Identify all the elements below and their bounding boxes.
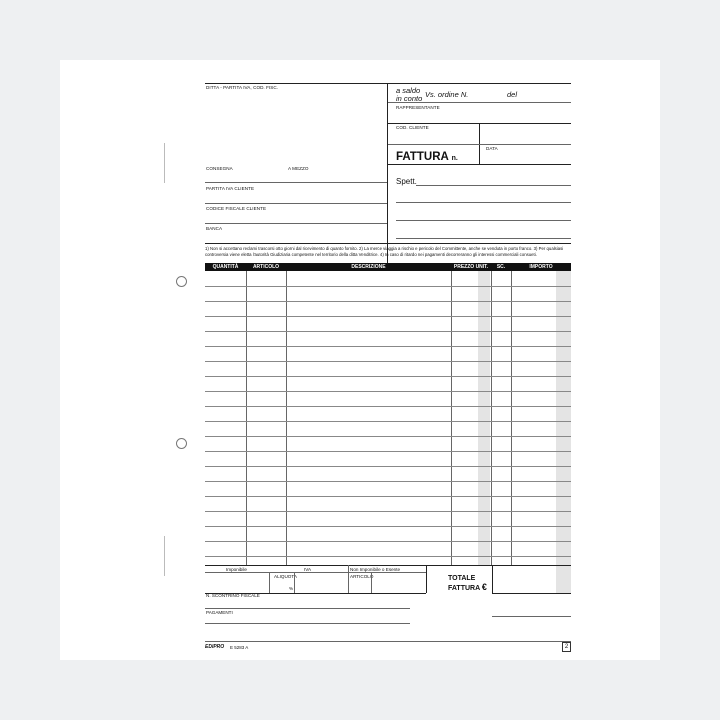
- banca-label: BANCA: [206, 226, 223, 231]
- del-label: del: [507, 90, 518, 99]
- totale-fattura-label: TOTALE FATTURA €: [448, 575, 487, 592]
- non-imponibile-label: Non Imponibile o Esente: [350, 567, 401, 572]
- scontrino-label: N. SCONTRINO FISCALE: [206, 593, 260, 598]
- articolo-footer-label: ARTICOLO: [350, 574, 374, 579]
- ditta-label: DITTA - PARTITA IVA, COD. FISC.: [206, 85, 279, 90]
- partita-iva-cliente-label: PARTITA IVA CLIENTE: [206, 186, 255, 191]
- percent-label: %: [289, 586, 294, 591]
- euro-symbol: €: [481, 582, 487, 592]
- data-label: DATA: [486, 146, 498, 151]
- binder-hole-top: [176, 276, 187, 287]
- binder-hole-bottom: [176, 438, 187, 449]
- column-header-importo: IMPORTO: [529, 264, 553, 270]
- table-header: [205, 263, 571, 271]
- column-header-prezzo-unit: PREZZO UNIT.: [453, 264, 489, 270]
- form-code: E 5283 A: [230, 645, 249, 650]
- perforation-mark-bottom: [164, 536, 165, 576]
- cod-cliente-label: COD. CLIENTE: [396, 125, 429, 130]
- terms-text: 1) Non si accettano reclami trascorsi otto giorni dal ricevimento di quanto fornito. 2) La merce viaggia a rischio e pericolo del Committente, anche se venduta in porto franco. 3) Per qualsiasi controversia viene eletta l'autorità Giudiziaria competente nel territorio della ditta Venditrice. 4) In caso di ritardo nei pagamenti decorreranno gli interessi commerciali consueti.: [205, 246, 564, 258]
- page-number: 2: [562, 642, 571, 652]
- rappresentante-label: RAPPRESENTANTE: [396, 105, 440, 110]
- brand-logo: EDIPRO: [205, 644, 225, 650]
- spett-label: Spett.: [396, 177, 417, 186]
- column-header-descrizione: DESCRIZIONE: [351, 264, 386, 270]
- column-header-quantita: QUANTITÀ: [212, 264, 239, 270]
- a-saldo-label: a saldo: [396, 86, 421, 95]
- vs-ordine-label: Vs. ordine N.: [425, 90, 469, 99]
- codice-fiscale-cliente-label: CODICE FISCALE CLIENTE: [206, 206, 267, 211]
- column-header-sc: SC.: [496, 264, 506, 270]
- a-mezzo-label: A MEZZO: [288, 166, 309, 171]
- pagamenti-label: PAGAMENTI: [206, 610, 233, 615]
- invoice-sheet: [60, 60, 660, 660]
- in-conto-label: in conto: [396, 94, 423, 103]
- column-header-articolo: ARTICOLO: [252, 264, 280, 270]
- iva-label: IVA: [304, 567, 312, 572]
- imponibile-label: Imponibile: [226, 567, 247, 572]
- perforation-mark-top: [164, 143, 165, 183]
- fattura-title: FATTURA n.: [396, 151, 458, 163]
- aliquota-label: ALIQUOTA: [274, 574, 297, 579]
- consegna-label: CONSEGNA: [206, 166, 233, 171]
